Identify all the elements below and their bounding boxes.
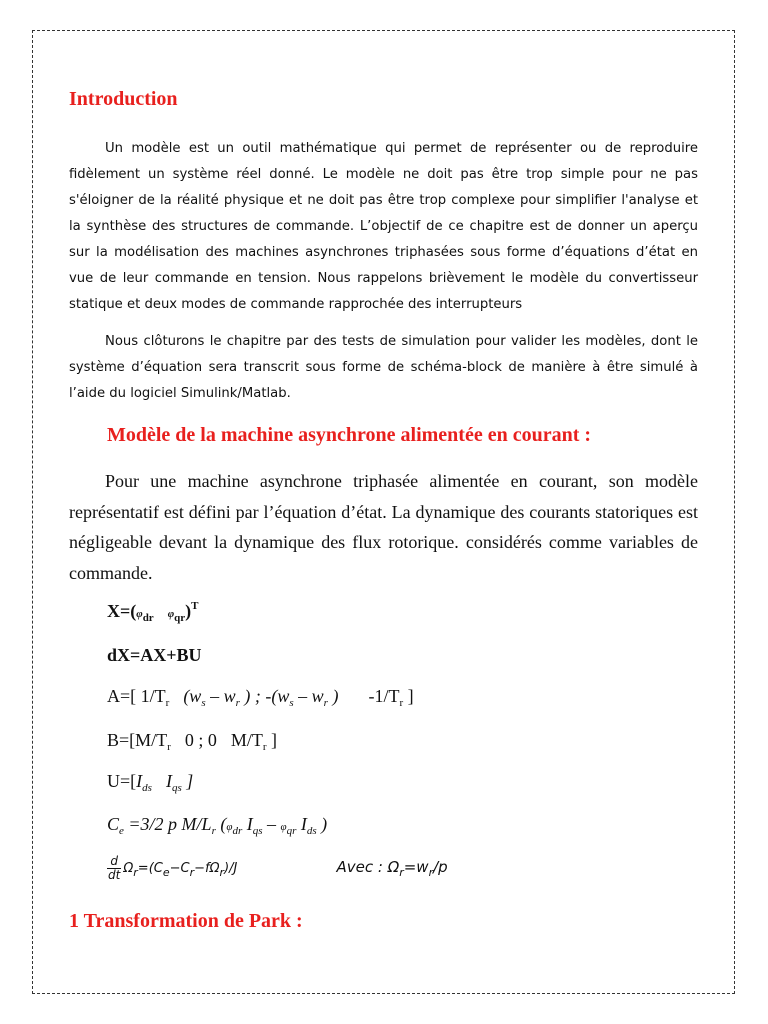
section-paragraph: Pour une machine asynchrone triphasée alimentée en courant, son modèle représentatif est défini par l’équation d’état. La dynamique des courants statoriques est négligeable devant la dynamique des flux rotorique. considérés comme variables de commande. xyxy=(69,471,698,583)
intro-heading: Introduction xyxy=(69,88,178,110)
equation-input-vector: $U=[I_{ds}$ $I_{qs}$ ] xyxy=(107,771,194,794)
equation-state-space: dX=AX+BU xyxy=(107,645,202,665)
derivative-fraction: $\frac{d}{dt}$ xyxy=(108,854,121,882)
section-heading: Modèle de la machine asynchrone alimentée en courant : xyxy=(107,424,592,446)
equation-matrix-b: $B=[M/T_r$ 0 ; 0 $M/T_r$ ] xyxy=(107,730,278,753)
equation-torque: $C_e =3/2$ p $M/L_r$ ($\varphi_{dr}$ $I_{qs} - \varphi_{qr}$ $I_{ds}$ ) xyxy=(107,814,328,837)
intro-paragraph-2: Nous clôturons le chapitre par des tests de simulation pour valider les modèles, dont le système d’équation sera transcrit sous forme de schéma-block de manière à être simulé à l’aide du logiciel Simulink/Matlab. xyxy=(69,334,698,401)
avec-note: Avec : $\Omega_r=w_r/p$ xyxy=(336,858,448,879)
equation-mechanical-dynamics: $\frac{d}{dt}$ $\Omega_r=(C_e-C_r-f\Omega_r)/J$ Avec : $\Omega_r=w_r/p$ xyxy=(108,854,448,882)
intro-paragraph-1: Un modèle est un outil mathématique qui permet de représenter ou de reproduire fidèlement un système réel donné. Le modèle ne doit pas être trop simple pour ne pas s'éloigner de la réalité physique et ne doit pas être trop complexe pour simplifier l'analyse et la synthèse des structures de commande. L’objectif de ce chapitre est de donner un aperçu sur la modélisation des machines asynchrones triphasées sous forme d’équations d’état en vue de leur commande en tension. Nous rappelons brièvement le modèle du convertisseur statique et deux modes de commande rapprochée des interrupteurs xyxy=(69,141,698,312)
park-heading: 1 Transformation de Park : xyxy=(69,910,303,932)
equation-matrix-a: A=[ $1/T_r$ ($w_s - w_r$ ) ; $-(w_s - w_r$ ) $-1/T_r$ ] xyxy=(107,686,414,709)
equation-state-vector: $X=(\varphi_{dr}$ $\varphi_{qr})^T$ xyxy=(107,600,199,624)
